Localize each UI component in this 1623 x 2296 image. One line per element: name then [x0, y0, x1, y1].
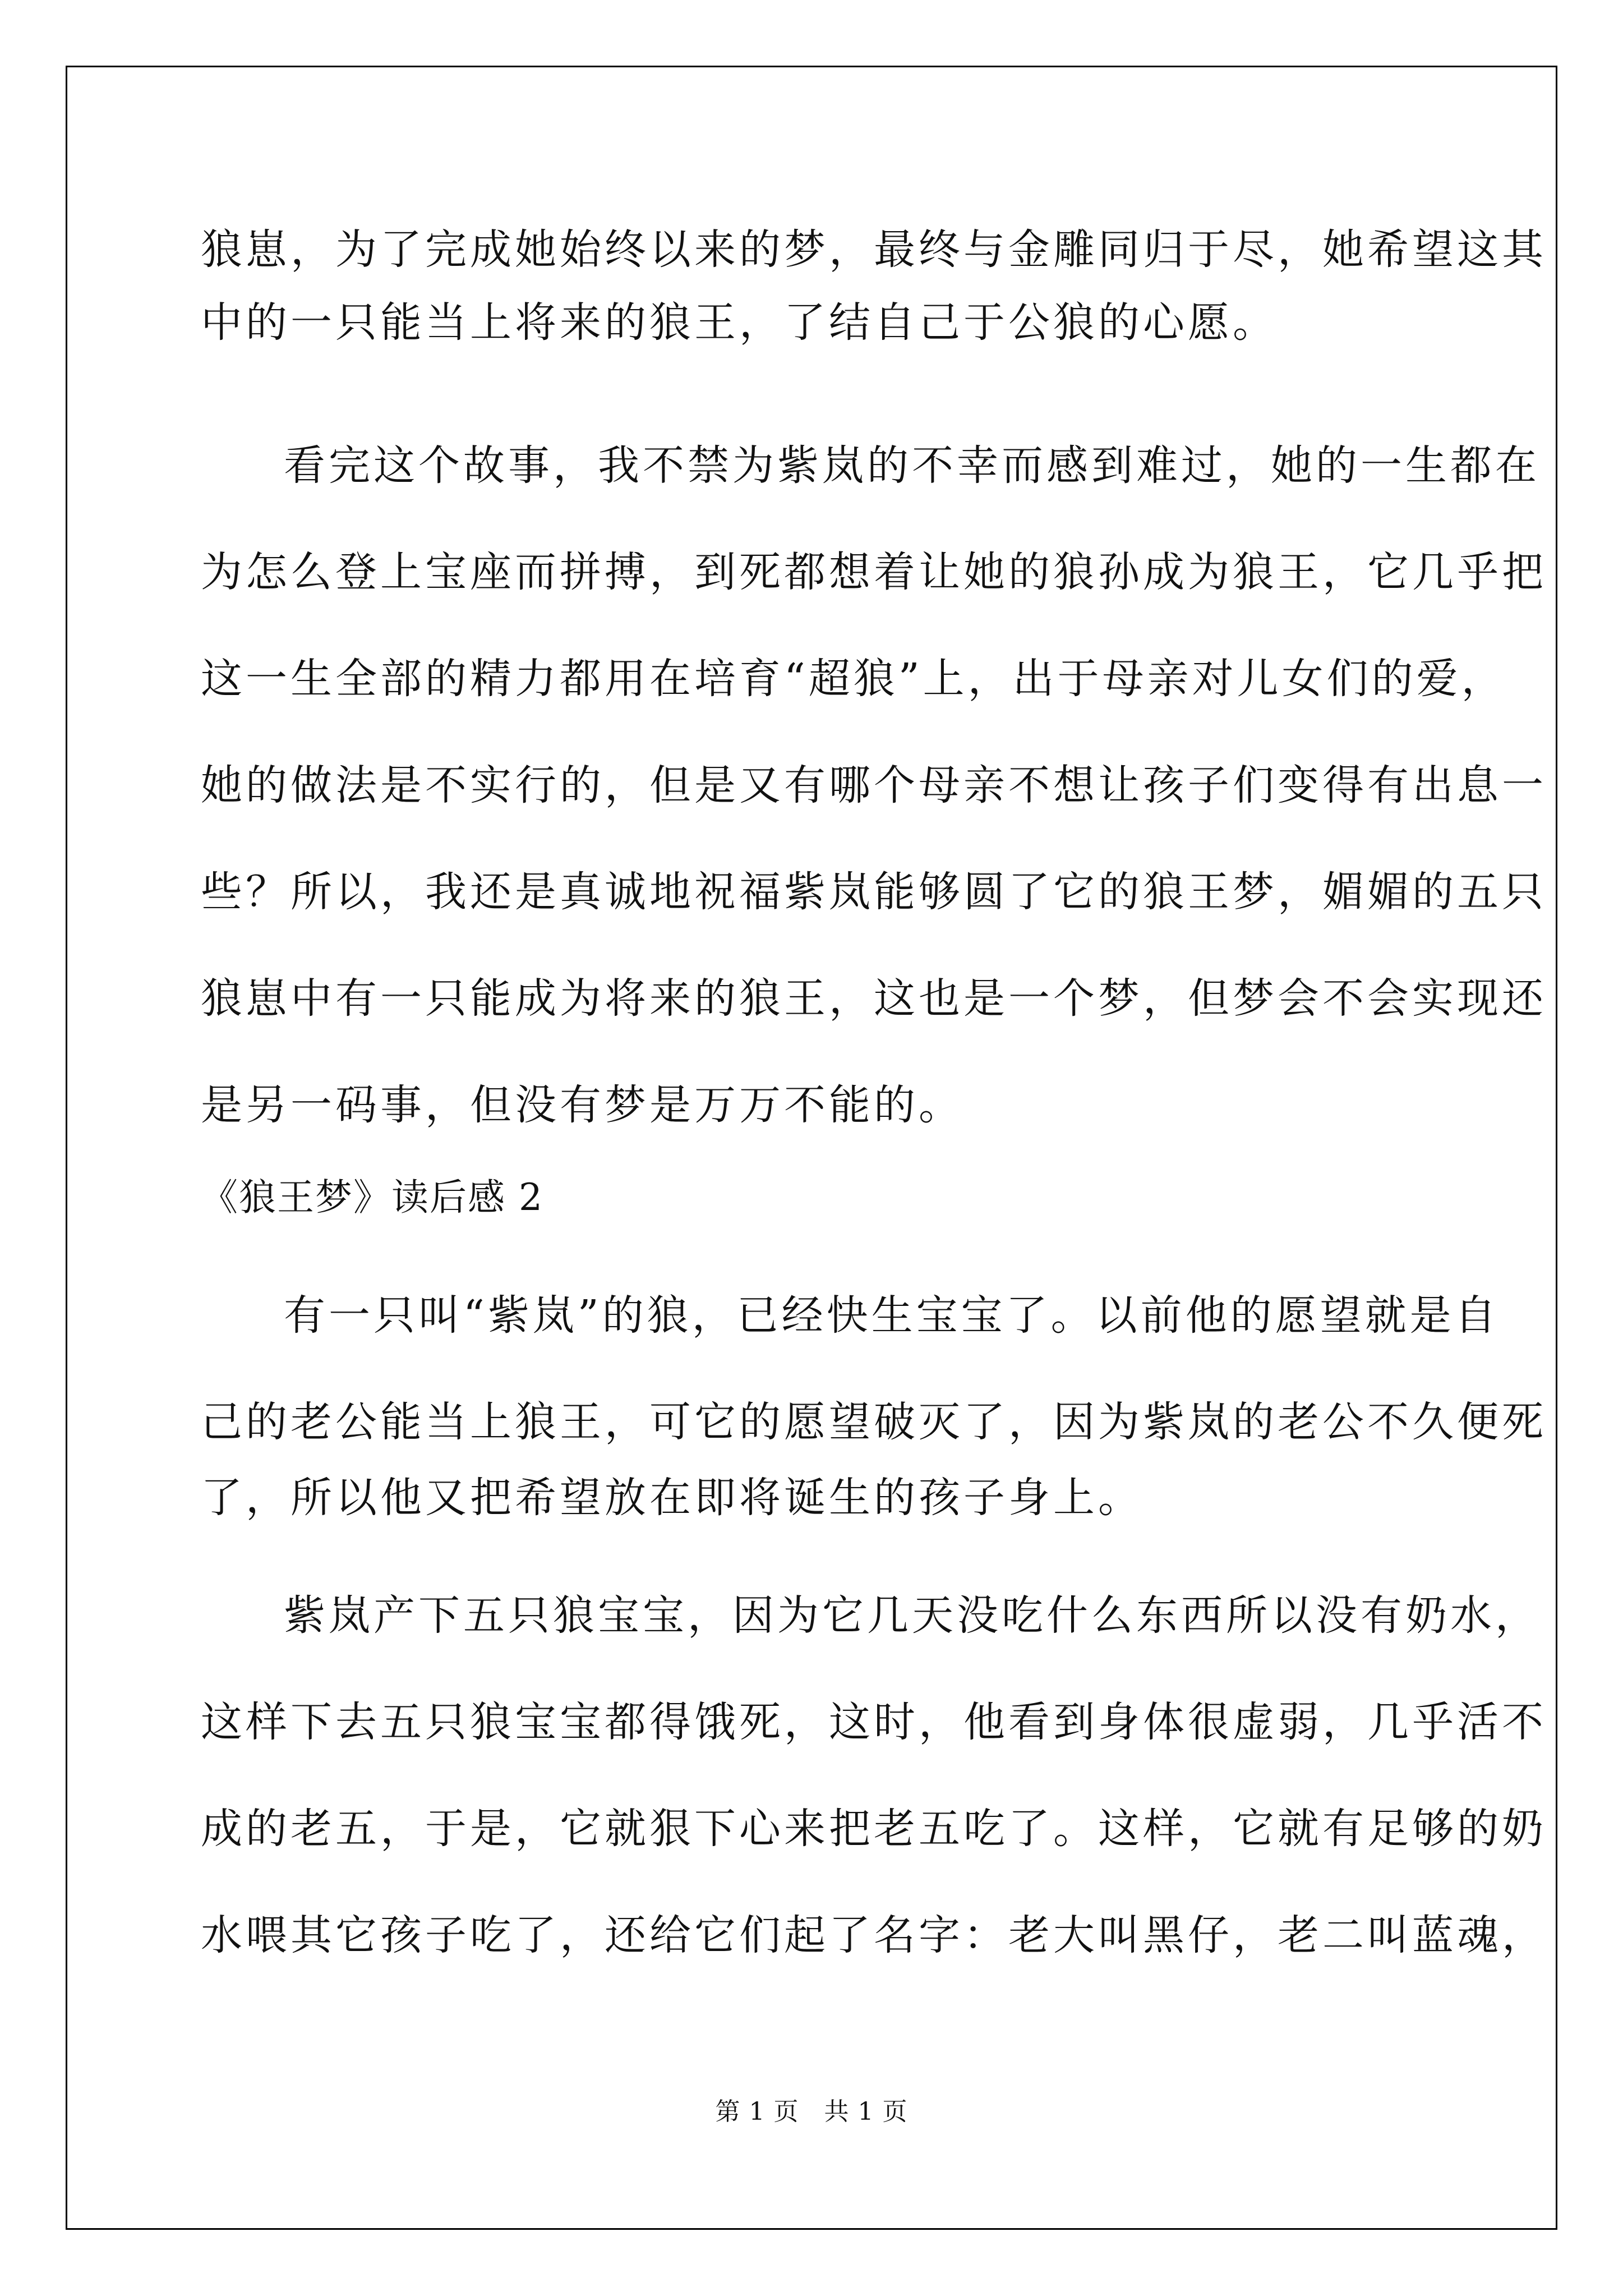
- text-line: 她的做法是不实行的，但是又有哪个母亲不想让孩子们变得有出息一: [201, 761, 1547, 809]
- text-line: 己的老公能当上狼王，可它的愿望破灭了，因为紫岚的老公不久便死: [201, 1398, 1547, 1446]
- text-line: 水喂其它孩子吃了，还给它们起了名字：老大叫黑仔，老二叫蓝魂，: [201, 1911, 1547, 1959]
- text-line: 了，所以他又把希望放在即将诞生的孩子身上。: [201, 1474, 1143, 1522]
- text-line: 中的一只能当上将来的狼王，了结自己于公狼的心愿。: [201, 298, 1278, 347]
- page-border: [66, 66, 1557, 2230]
- text-line: 是另一码事，但没有梦是万万不能的。: [201, 1081, 963, 1129]
- text-line: 成的老五，于是，它就狠下心来把老五吃了。这样，它就有足够的奶: [201, 1805, 1547, 1853]
- text-line: 些？所以，我还是真诚地祝福紫岚能够圆了它的狼王梦，媚媚的五只: [201, 868, 1547, 916]
- page-footer: 第 1 页 共 1 页: [715, 2097, 908, 2126]
- text-line: 紫岚产下五只狼宝宝，因为它几天没吃什么东西所以没有奶水，: [284, 1591, 1540, 1640]
- section-heading: 《狼王梦》读后感 2: [201, 1176, 543, 1219]
- text-line: 看完这个故事，我不禁为紫岚的不幸而感到难过，她的一生都在: [284, 441, 1540, 490]
- text-line: 这一生全部的精力都用在培育“超狼”上，出于母亲对儿女们的爱，: [201, 655, 1506, 703]
- text-line: 狼崽中有一只能成为将来的狼王，这也是一个梦，但梦会不会实现还: [201, 974, 1547, 1023]
- text-line: 为怎么登上宝座而拼搏，到死都想着让她的狼孙成为狼王，它几乎把: [201, 548, 1547, 596]
- text-line: 这样下去五只狼宝宝都得饿死，这时，他看到身体很虚弱，几乎活不: [201, 1698, 1547, 1746]
- text-line: 有一只叫“紫岚”的狼，已经快生宝宝了。以前他的愿望就是自: [284, 1291, 1500, 1340]
- text-line: 狼崽，为了完成她始终以来的梦，最终与金雕同归于尽，她希望这其: [201, 226, 1547, 274]
